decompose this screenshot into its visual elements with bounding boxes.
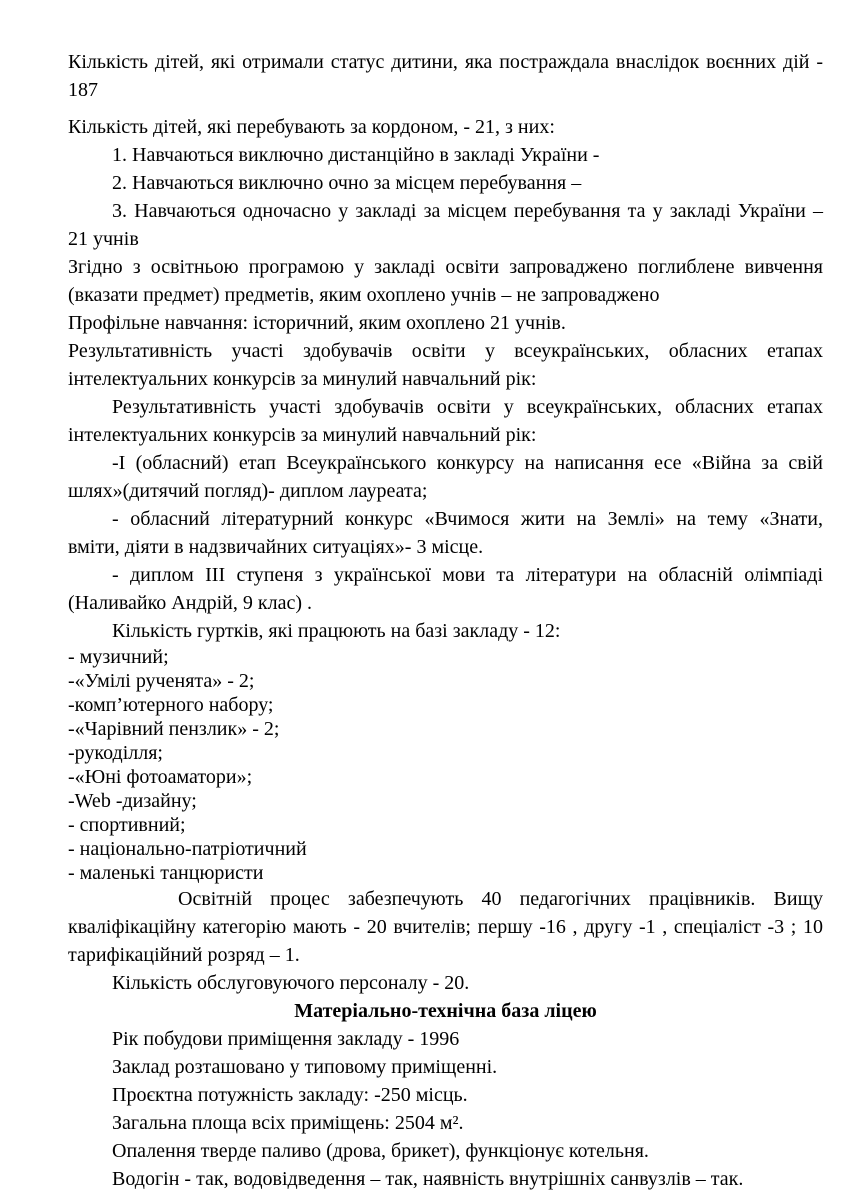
text-line: кваліфікаційну категорію мають - 20 вчителів; першу -16 , другу -1 , спеціаліст -3 ; 10 [68,916,823,938]
text-line: - диплом ІІІ ступеня з української мови та літератури на обласній олімпіаді [112,564,823,586]
text-line: Згідно з освітньою програмою у закладі освіти запроваджено поглиблене вивчення [68,256,823,278]
text-line: Кількість дітей, які перебувають за кордоном, - 21, з них: [68,116,555,138]
text-line: 2. Навчаються виключно очно за місцем перебування – [112,172,582,194]
text-line: - обласний літературний конкурс «Вчимося жити на Землі» на тему «Знати, [112,508,823,530]
section-heading: Матеріально-технічна база ліцею [294,1000,597,1022]
text-line: 3. Навчаються одночасно у закладі за місцем перебування та у закладі України – [112,200,823,222]
text-line: -«Чарівний пензлик» - 2; [68,718,280,740]
text-line: інтелектуальних конкурсів за минулий навчальний рік: [68,368,537,390]
text-line: -«Юні фотоаматори»; [68,766,253,788]
text-line: - спортивний; [68,814,186,836]
text-line: Опалення тверде паливо (дрова, брикет), функціонує котельня. [112,1140,649,1162]
text-line: -комп’ютерного набору; [68,694,274,716]
text-line: Проєктна потужність закладу: -250 місць. [112,1084,468,1106]
text-line: 1. Навчаються виключно дистанційно в закладі України - [112,144,600,166]
text-line: шлях»(дитячий погляд)- диплом лауреата; [68,480,428,502]
text-line: -І (обласний) етап Всеукраїнського конкурсу на написання есе «Війна за свій [112,452,823,474]
text-line: Профільне навчання: історичний, яким охоплено 21 учнів. [68,312,566,334]
text-line: Кількість дітей, які отримали статус дитини, яка постраждала внаслідок воєнних дій - [68,51,823,73]
text-line: Результативність участі здобувачів освіти у всеукраїнських, обласних етапах [112,396,823,418]
text-line: -«Умілі рученята» - 2; [68,670,255,692]
text-line: Освітній процес забезпечують 40 педагогічних працівників. Вищу [178,888,823,910]
text-line: (Наливайко Андрій, 9 клас) . [68,592,312,614]
text-line: Кількість обслуговуючого персоналу - 20. [112,972,470,994]
text-line: інтелектуальних конкурсів за минулий навчальний рік: [68,424,537,446]
text-line: (вказати предмет) предметів, яким охоплено учнів – не запроваджено [68,284,660,306]
text-line: - маленькі танцюристи [68,862,264,884]
text-line: Результативність участі здобувачів освіти у всеукраїнських, обласних етапах [68,340,823,362]
text-line: Заклад розташовано у типовому приміщенні. [112,1056,498,1078]
text-line: Рік побудови приміщення закладу - 1996 [112,1028,460,1050]
text-line: Загальна площа всіх приміщень: 2504 м². [112,1112,464,1134]
text-line: Водогін - так, водовідведення – так, наявність внутрішніх санвузлів – так. [112,1168,744,1190]
text-line: 187 [68,79,98,101]
document-body [68,48,823,1193]
text-line: - національно-патріотичний [68,838,307,860]
text-line: - музичний; [68,646,169,668]
text-line: 21 учнів [68,228,139,250]
text-line: -рукоділля; [68,742,163,764]
text-line: -Web -дизайну; [68,790,197,812]
text-line: тарифікаційний розряд – 1. [68,944,300,966]
text-line: Кількість гуртків, які працюють на базі закладу - 12: [112,620,561,642]
text-line: вміти, діяти в надзвичайних ситуаціях»- 3 місце. [68,536,484,558]
